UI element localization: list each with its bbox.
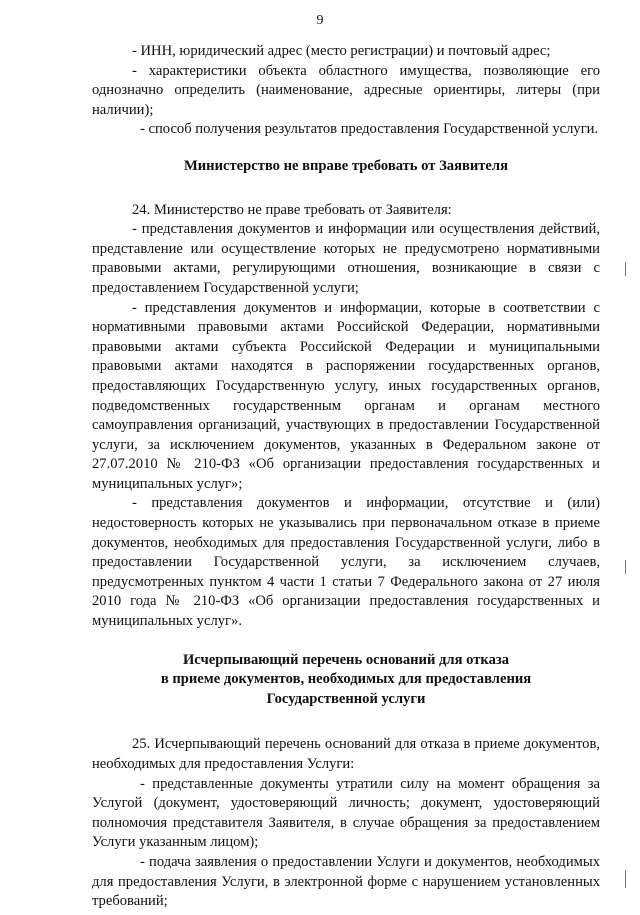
heading-line-1: Исчерпывающий перечень оснований для отказа bbox=[182, 651, 510, 668]
scan-mark bbox=[625, 262, 626, 276]
section-heading-prohibition: Министерство не вправе требовать от Заявителя bbox=[183, 157, 508, 174]
scan-mark bbox=[625, 870, 626, 888]
paragraph-clause-24-item-3: - представления документов и информации, отсутствие и (или) недостоверность которых не указывались при первоначальном отказе в приеме документов, необходимых для предоставления Государственной услуги, либо в предоставлении Государственной услуги, за исключением случаев, предусмотренных пунктом 4 части 1 статьи 7 Федерального закона от 27 июля 2010 года № 210-ФЗ «Об организации предоставления государственных и муниципальных услуг». bbox=[92, 495, 600, 630]
heading-line-3: Государственной услуги bbox=[266, 690, 426, 707]
paragraph-clause-25-item-2: - подача заявления о предоставлении Услуги и документов, необходимых для предоставления Услуги, в электронной форме с нарушением установленных требований; bbox=[92, 853, 600, 910]
paragraph-object-characteristics: - характеристики объекта областного имущества, позволяющие его однозначно определить (наименование, адресные ориентиры, литеры (при наличии); bbox=[92, 62, 600, 118]
paragraph-clause-24: 24. Министерство не праве требовать от Заявителя: bbox=[132, 201, 452, 218]
page-content bbox=[92, 42, 600, 912]
paragraph-inn: - ИНН, юридический адрес (место регистрации) и почтовый адрес; bbox=[132, 43, 551, 59]
paragraph-clause-25: 25. Исчерпывающий перечень оснований для отказа в приеме документов, необходимых для предоставления Услуги: bbox=[92, 736, 600, 772]
paragraph-clause-24-item-1: - представления документов и информации или осуществления действий, представление или осуществление которых не предусмотрено нормативными правовыми актами, регулирующими отношения, возникающие в связи с предоставлением Государственной услуги; bbox=[92, 221, 600, 296]
heading-line-2: в приеме документов, необходимых для предоставления bbox=[160, 671, 532, 688]
section-heading-refusal-grounds bbox=[92, 651, 600, 710]
page-number: 9 bbox=[316, 13, 324, 28]
paragraph-clause-24-item-2: - представления документов и информации, которые в соответствии с нормативными правовыми актами Российской Федерации, нормативными правовыми актами субъекта Российской Федерации и муниципальными правовыми актами находятся в распоряжении государственных органов, предоставляющих Государственную услугу, иных государственных органов, подведомственных государственным органам и органам местного самоуправления организаций, участвующих в предоставлении Государственной услуги, за исключением документов, указанных в Федеральном законе от 27.07.2010 № 210-ФЗ «Об организации предоставления государственных и муниципальных услуг»; bbox=[92, 299, 600, 492]
paragraph-result-method: - способ получения результатов предоставления Государственной услуги. bbox=[140, 121, 599, 138]
scan-mark bbox=[625, 560, 626, 574]
paragraph-clause-25-item-1: - представленные документы утратили силу на момент обращения за Услугой (документ, удостоверяющий личность; документ, удостоверяющий полномочия представителя Заявителя, в случае обращения за предоставлением Услуги указанным лицом); bbox=[92, 775, 600, 851]
